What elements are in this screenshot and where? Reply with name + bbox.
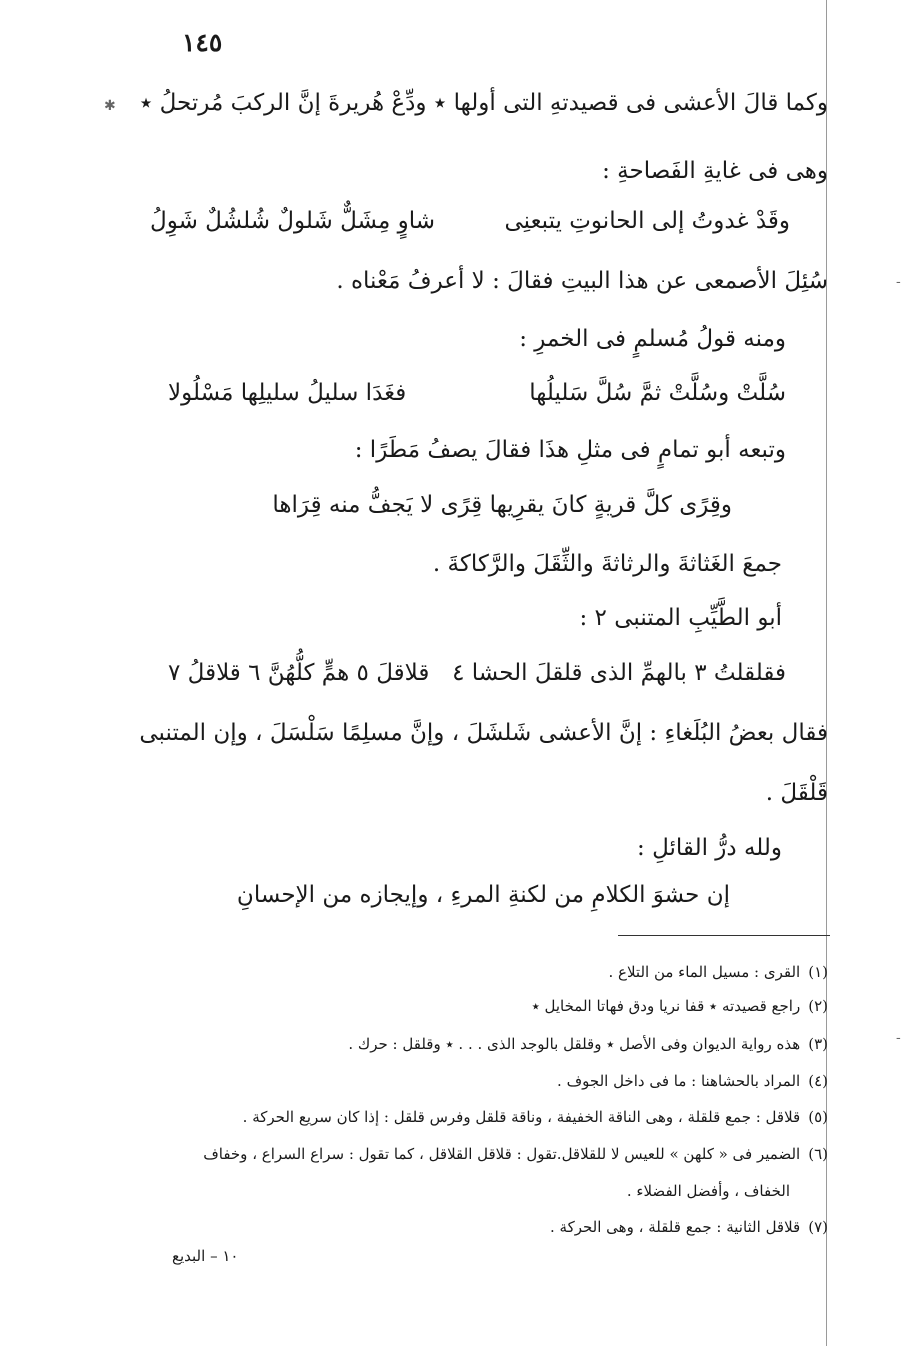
verse-hemistich-left: شاوٍ مِشَلٌّ شَلولٌ شُلشُلٌ شَوِلُ xyxy=(150,208,436,234)
footnote-text: الخفاف ، وأفضل الفضلاء . xyxy=(626,1182,790,1200)
body-line: جمعَ الغَثاثةَ والرثاثةَ والثِّقَلَ والرَّكاكةَ . xyxy=(432,551,782,577)
footnote-number: (٥) xyxy=(808,1108,828,1126)
footnote-text: راجع قصيدته ٭ قفا نريا ودق فهاتا المخايل ٭ xyxy=(531,997,801,1015)
footnote-number: (٤) xyxy=(808,1072,828,1090)
footnote-text: المراد بالحشاهنا : ما فى داخل الجوف . xyxy=(557,1072,801,1090)
footnote xyxy=(532,997,828,1015)
margin-mark: - xyxy=(896,274,901,290)
footnote-text: هذه رواية الديوان وفى الأصل ٭ وقلقل بالوجد الذى . . . ٭ وقلقل : حرك . xyxy=(348,1035,801,1053)
footnote-continuation xyxy=(627,1182,790,1200)
verse-line xyxy=(168,380,786,412)
verse-hemistich-left: قلاقلَ ٥ همٍّ كلُّهُنَّ ٦ قلاقلُ ٧ xyxy=(168,660,430,686)
footnote-number: (٦) xyxy=(808,1145,828,1163)
footnote-text: الضمير فى « كلهن » للعيس لا للقلاقل.تقول : قلاقل القلاقل ، كما تقول : سراع السراع ، وخفاف xyxy=(203,1145,801,1163)
body-line: سُئِلَ الأصمعى عن هذا البيتِ فقالَ : لا أعرفُ مَعْناه . xyxy=(336,268,828,294)
footnote xyxy=(203,1145,828,1163)
body-line: أبو الطَّيِّبِ المتنبى ٢ : xyxy=(579,605,782,631)
verse-hemistich-right: فقلقلتُ ٣ بالهمِّ الذى قلقلَ الحشا ٤ xyxy=(452,660,786,686)
verse-line-single: وقِرًى كلَّ قريةٍ كانَ يقرِيها قِرًى لا يَجفُّ منه قِرَاها xyxy=(272,492,732,518)
body-line: ولله درُّ القائلِ : xyxy=(637,835,782,861)
footnote xyxy=(608,963,828,981)
footnote-text: القرى : مسيل الماء من التلاع . xyxy=(608,963,801,981)
signature-footer: ١٠ – البديع xyxy=(172,1247,239,1265)
footnote-number: (٢) xyxy=(808,997,828,1015)
body-line: وكما قالَ الأعشى فى قصيدتهِ التى أولها ٭ ودِّعْ هُريرةَ إنَّ الركبَ مُرتحلُ ٭ xyxy=(139,90,828,116)
verse-line xyxy=(150,208,790,240)
margin-mark: ✱ xyxy=(104,98,116,114)
footnote-text: قلاقل الثانية : جمع قلقلة ، وهى الحركة . xyxy=(549,1218,801,1236)
body-line: وهى فى غايةِ الفَصاحةِ : xyxy=(602,158,828,184)
verse-hemistich-right: سُلَّتْ وسُلَّتْ ثمَّ سُلَّ سَليلُها xyxy=(529,380,786,406)
body-line: قَلْقَلَ . xyxy=(765,780,828,806)
footnote-number: (٣) xyxy=(808,1035,828,1053)
margin-mark: - xyxy=(896,1030,901,1046)
footnote-number: (١) xyxy=(808,963,828,981)
footnote-text: قلاقل : جمع قلقلة ، وهى الناقة الخفيفة ، وناقة قلقل وفرس قلقل : إذا كان سريع الحركة . xyxy=(242,1108,801,1126)
verse-hemistich-right: وقَدْ غدوتُ إلى الحانوتِ يتبعنِى xyxy=(504,208,790,234)
body-line: وتبعه أبو تمامٍ فى مثلِ هذَا فقالَ يصفُ مَطَرًا : xyxy=(354,437,786,463)
footnote xyxy=(550,1218,828,1236)
verse-hemistich-left: فغَدَا سليلُ سليلِها مَسْلُولا xyxy=(168,380,407,406)
footnote-separator xyxy=(618,935,830,936)
body-line: ومنه قولُ مُسلمٍ فى الخمرِ : xyxy=(519,326,786,352)
footnote xyxy=(348,1035,828,1053)
footnote-number: (٧) xyxy=(808,1218,828,1236)
verse-line xyxy=(168,660,786,692)
verse-line-single: إن حشوَ الكلامِ من لكنةِ المرءِ ، وإيجازه من الإحسانِ xyxy=(236,882,730,908)
body-line: فقال بعضُ البُلَغاءِ : إنَّ الأعشى شَلشَلَ ، وإنَّ مسلِمًا سَلْسَلَ ، وإن المتنبى xyxy=(139,720,828,746)
footnote xyxy=(243,1108,828,1126)
footnote xyxy=(557,1072,828,1090)
page-number: ١٤٥ xyxy=(182,28,223,57)
